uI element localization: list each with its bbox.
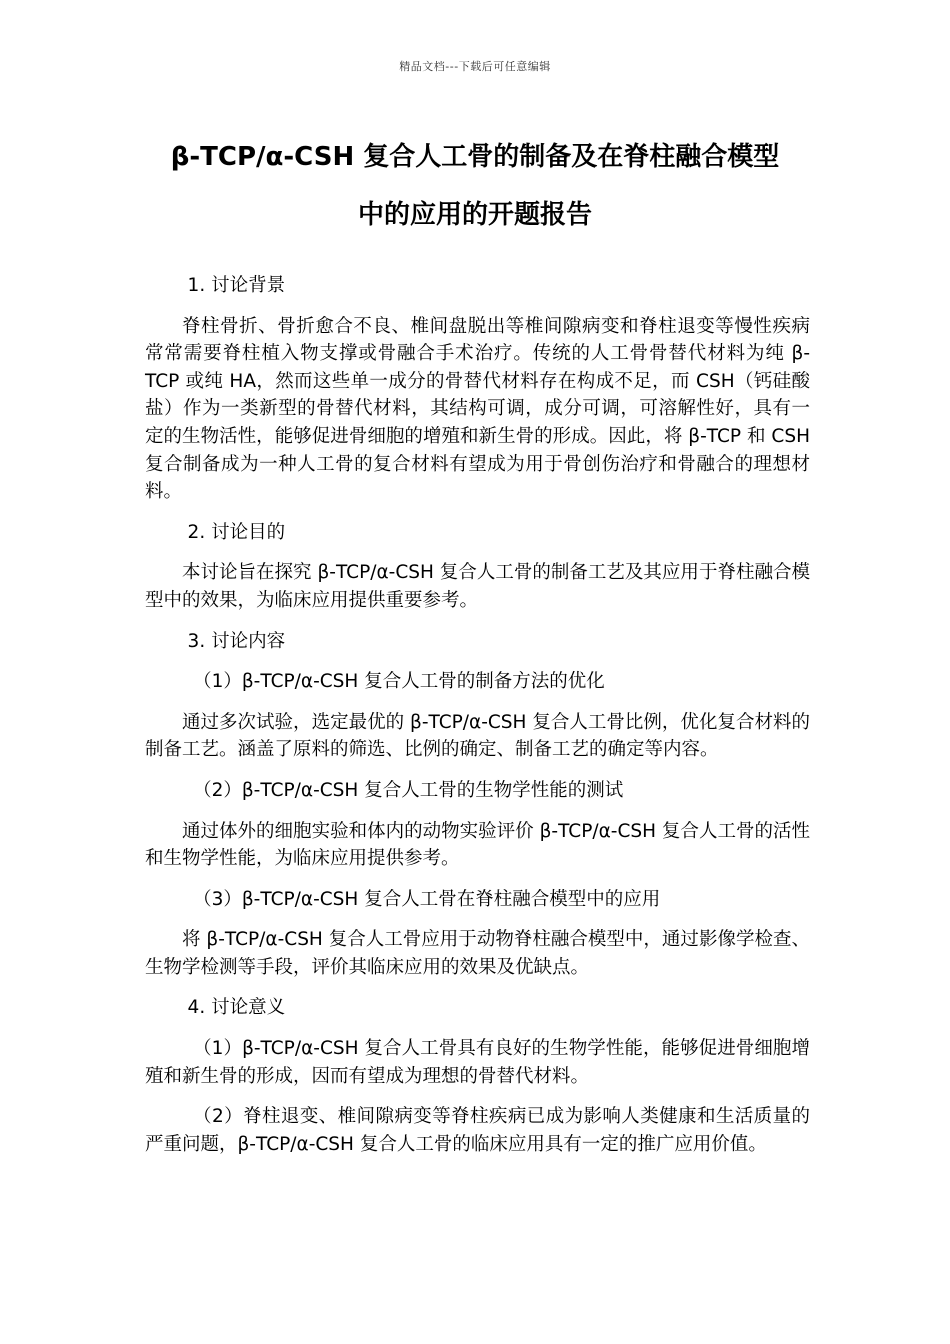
section-heading-significance: 4. 讨论意义	[187, 997, 286, 1019]
document-title-line-1: β-TCP/α-CSH 复合人工骨的制备及在脊柱融合模型	[170, 142, 780, 172]
paragraph-significance-1: （1）β-TCP/α-CSH 复合人工骨具有良好的生物学性能，能够促进骨细胞增殖和新生骨的形成，因而有望成为理想的骨替代材料。	[145, 1038, 810, 1087]
subheading-preparation: （1）β-TCP/α-CSH 复合人工骨的制备方法的优化	[193, 671, 605, 693]
paragraph-biological-testing: 通过体外的细胞实验和体内的动物实验评价 β-TCP/α-CSH 复合人工骨的活性和生物学性能，为临床应用提供参考。	[145, 820, 810, 870]
section-heading-purpose: 2. 讨论目的	[187, 521, 286, 543]
paragraph-background: 脊柱骨折、骨折愈合不良、椎间盘脱出等椎间隙病变和脊柱退变等慢性疾病常常需要脊柱植入物支撑或骨融合手术治疗。传统的人工骨骨替代材料为纯 β-TCP 或纯 HA，然而这些单一成分的骨替代材料存在构成不足，而 CSH（钙硅酸盐）作为一类新型的骨替代材料，其结构可调，成分可调，可溶解性好，具有一定的生物活性，能够促进骨细胞的增殖和新生骨的形成。因此，将 β-TCP 和 CSH 复合制备成为一种人工骨的复合材料有望成为用于骨创伤治疗和骨融合的理想材料。	[145, 315, 810, 503]
subheading-spinal-fusion-application: （3）β-TCP/α-CSH 复合人工骨在脊柱融合模型中的应用	[193, 888, 661, 910]
header-note: 精品文档---下载后可任意编辑	[399, 60, 551, 73]
section-heading-background: 1. 讨论背景	[187, 275, 286, 296]
paragraph-significance-2: （2）脊柱退变、椎间隙病变等脊柱疾病已成为影响人类健康和生活质量的严重问题，β-TCP/α-CSH 复合人工骨的临床应用具有一定的推广应用价值。	[145, 1106, 810, 1155]
subheading-biological-testing: （2）β-TCP/α-CSH 复合人工骨的生物学性能的测试	[193, 779, 624, 801]
paragraph-purpose: 本讨论旨在探究 β-TCP/α-CSH 复合人工骨的制备工艺及其应用于脊柱融合模型中的效果，为临床应用提供重要参考。	[145, 562, 810, 611]
paragraph-preparation: 通过多次试验，选定最优的 β-TCP/α-CSH 复合人工骨比例，优化复合材料的制备工艺。涵盖了原料的筛选、比例的确定、制备工艺的确定等内容。	[145, 711, 810, 761]
paragraph-spinal-fusion-application: 将 β-TCP/α-CSH 复合人工骨应用于动物脊柱融合模型中，通过影像学检查、生物学检测等手段，评价其临床应用的效果及优缺点。	[145, 929, 810, 978]
section-heading-content: 3. 讨论内容	[187, 630, 286, 652]
document-body	[145, 272, 810, 1171]
document-title-line-2: 中的应用的开题报告	[357, 200, 592, 230]
